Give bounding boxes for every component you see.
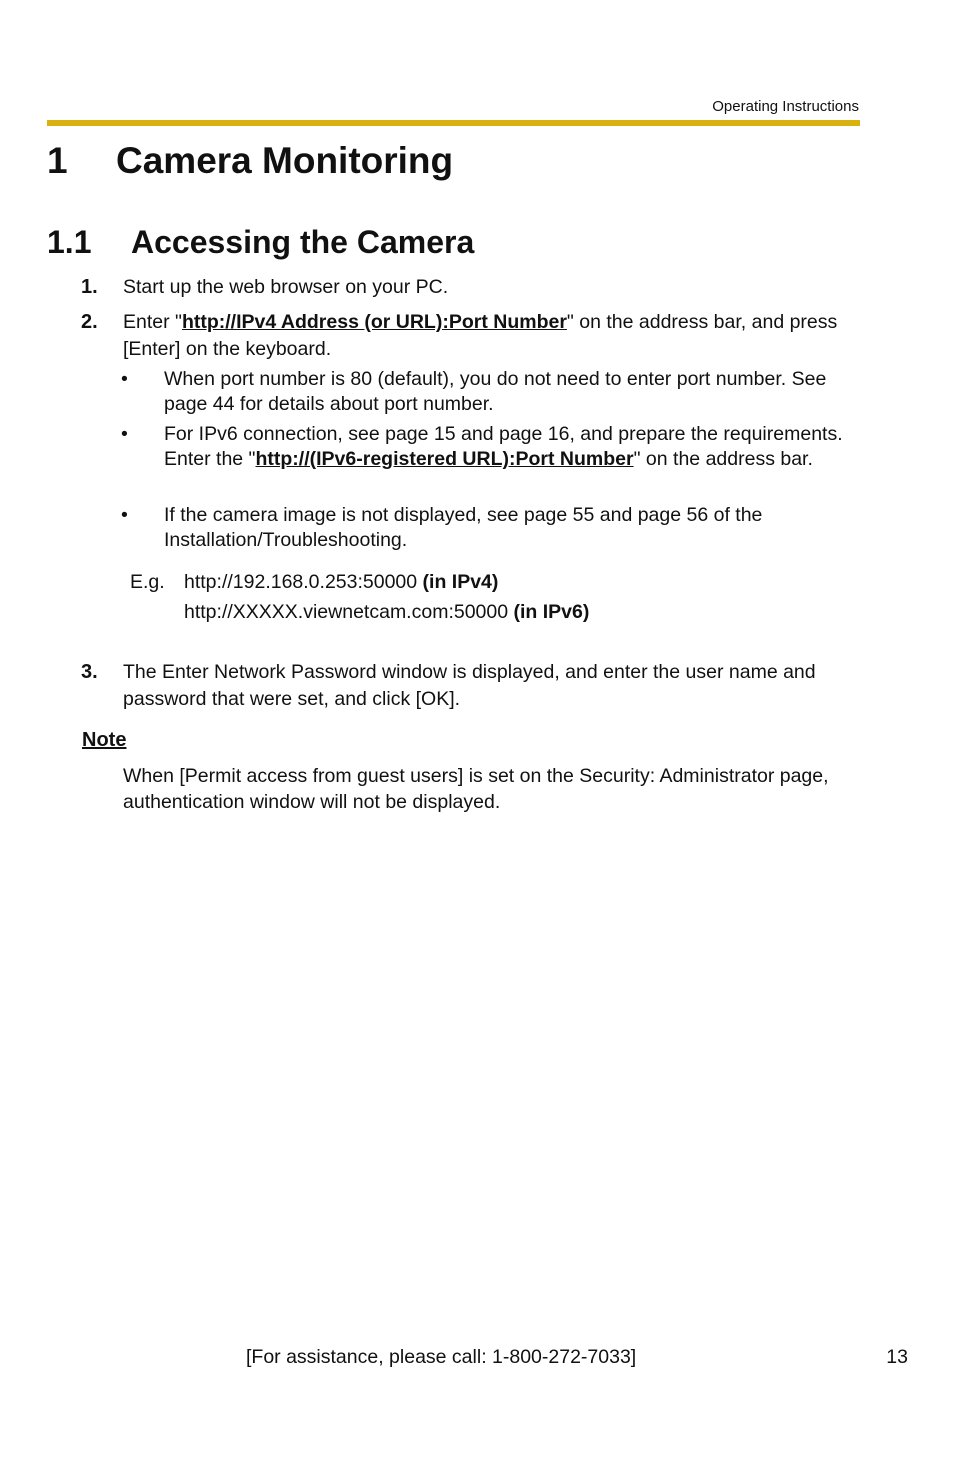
- bullet-item: [121, 503, 861, 553]
- ipv4-url-link: http://IPv4 Address (or URL):Port Number: [181, 311, 567, 333]
- section-number: 1.1: [47, 224, 92, 260]
- example-label: E.g.: [130, 571, 165, 593]
- example-line-ipv6: [184, 599, 589, 626]
- chapter-heading: [47, 140, 453, 182]
- step-number: 3.: [81, 661, 98, 683]
- step-2: [81, 309, 861, 363]
- ipv6-url-link: http://(IPv6-registered URL):Port Number: [255, 448, 634, 470]
- example-url: http://XXXXX.viewnetcam.com:50000: [184, 601, 509, 623]
- bullet-dot: •: [121, 368, 128, 390]
- note-title: Note: [82, 729, 127, 751]
- section-title: Accessing the Camera: [131, 224, 475, 260]
- step-text: Enter "http://IPv4 Address (or URL):Port Number" on the address bar, and press [Enter] on the keyboard.: [123, 311, 838, 360]
- page-number: 13: [886, 1346, 908, 1368]
- bullet-text: For IPv6 connection, see page 15 and page 16, and prepare the requirements. Enter the "http://(IPv6-registered URL):Port Number" on the address bar.: [164, 423, 843, 470]
- step-number: 1.: [81, 276, 98, 298]
- note-text: When [Permit access from guest users] is set on the Security: Administrator page, authentication window will not be displayed.: [123, 765, 829, 813]
- bullet-dot: •: [121, 423, 128, 445]
- chapter-title: Camera Monitoring: [116, 140, 454, 181]
- header-label: Operating Instructions: [712, 98, 859, 115]
- step-3: [81, 659, 861, 713]
- example-tag: (in IPv6): [513, 601, 590, 623]
- header-rule: [47, 120, 860, 126]
- step-text: The Enter Network Password window is displayed, and enter the user name and password that were set, and click [OK].: [123, 661, 816, 710]
- footer-assistance: [For assistance, please call: 1-800-272-7033]: [246, 1346, 637, 1368]
- step-text: Start up the web browser on your PC.: [123, 276, 449, 298]
- bullet-dot: •: [121, 504, 128, 526]
- bullet-item: [121, 422, 861, 472]
- bullet-text: If the camera image is not displayed, see page 55 and page 56 of the Installation/Troubleshooting.: [164, 504, 763, 551]
- example-url: http://192.168.0.253:50000: [184, 571, 418, 593]
- step-number: 2.: [81, 311, 98, 333]
- step-1: [81, 274, 861, 301]
- chapter-number: 1: [47, 140, 68, 181]
- section-heading: [47, 224, 474, 261]
- example-tag: (in IPv4): [422, 571, 499, 593]
- bullet-text: When port number is 80 (default), you do not need to enter port number. See page 44 for details about port number.: [164, 368, 827, 415]
- example-line-ipv4: [184, 569, 498, 596]
- bullet-item: [121, 367, 861, 417]
